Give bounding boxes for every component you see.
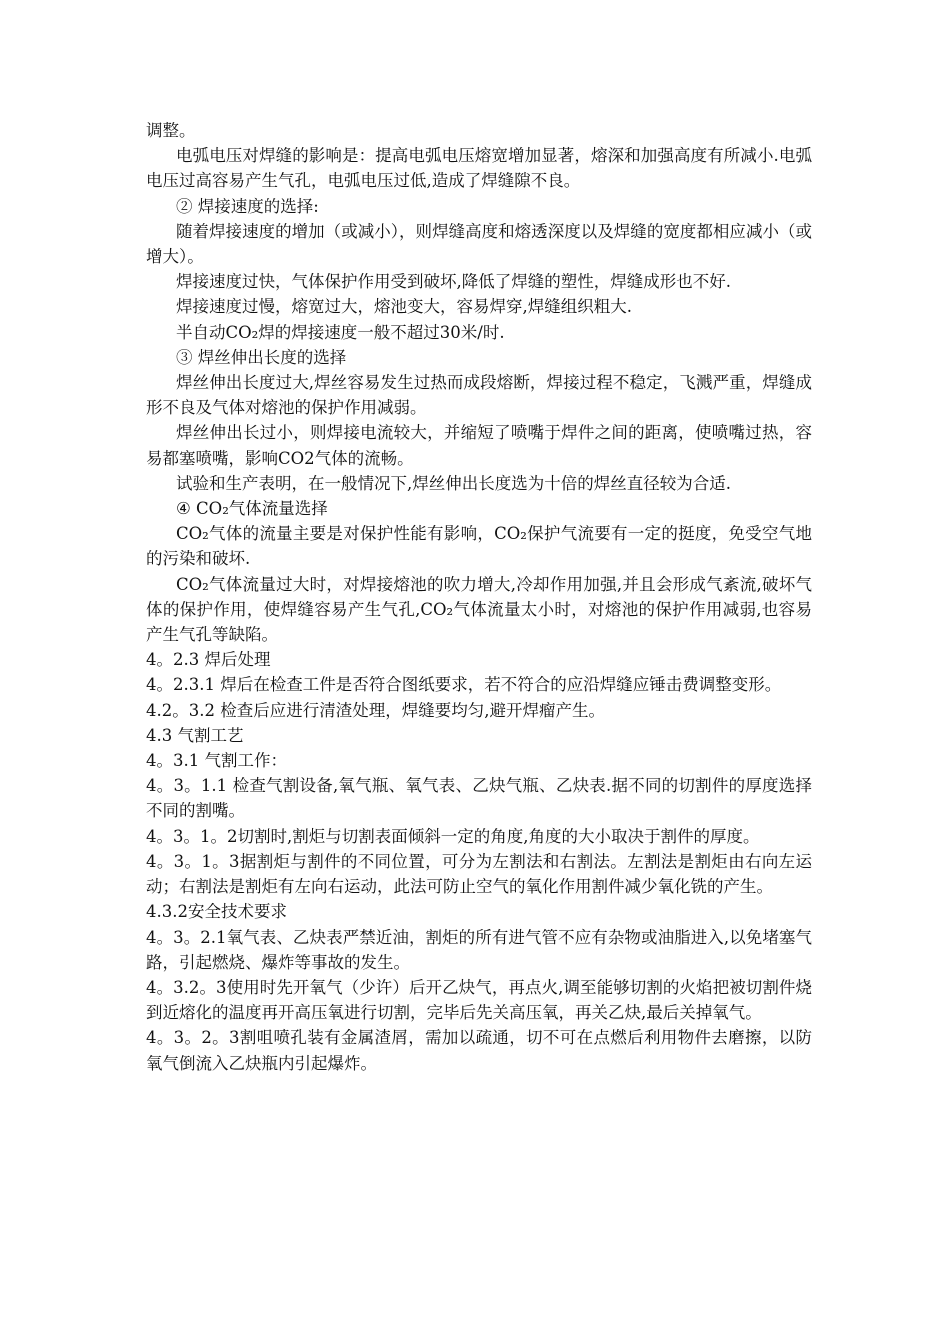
document-page [146,118,812,1076]
paragraph: 4。3。2.1氧气表、乙炔表严禁近油，割炬的所有进气管不应有杂物或油脂进入,以免堵塞气路，引起燃烧、爆炸等事故的发生。 [146,927,812,972]
paragraph: 4。3。1.1 检查气割设备,氧气瓶、氧气表、乙炔气瓶、乙炔表.据不同的切割件的厚度选择不同的割嘴。 [146,776,812,821]
section-heading: 4.3.2安全技术要求 [146,902,287,922]
paragraph: 调整。 [146,121,196,140]
section-heading: ③ 焊丝伸出长度的选择 [176,347,347,367]
paragraph: 焊丝伸出长度过大,焊丝容易发生过热而成段熔断，焊接过程不稳定，飞溅严重，焊缝成形不良及气体对熔池的保护作用减弱。 [146,373,812,418]
paragraph: 4。3。2。3割咀喷孔装有金属渣屑，需加以疏通，切不可在点燃后利用物件去磨擦，以防氧气倒流入乙炔瓶内引起爆炸。 [146,1028,812,1073]
paragraph: 焊接速度过快，气体保护作用受到破坏,降低了焊缝的塑性，焊缝成形也不好. [176,272,731,292]
paragraph: 4。3。1。2切割时,割炬与切割表面倾斜一定的角度,角度的大小取决于割件的厚度。 [146,826,760,846]
section-heading: ④ CO₂气体流量选择 [176,499,328,519]
paragraph: 4。3。1。3据割炬与割件的不同位置，可分为左割法和右割法。左割法是割炬由右向左运动；右割法是割炬有左向右运动，此法可防止空气的氧化作用割件减少氧化铣的产生。 [146,851,812,897]
paragraph: 4。3.2。3使用时先开氧气（少许）后开乙炔气，再点火,调至能够切割的火焰把被切割件烧到近熔化的温度再开高压氧进行切割，完毕后先关高压氧，再关乙炔,最后关掉氧气。 [146,977,812,1023]
paragraph: 随着焊接速度的增加（或减小），则焊缝高度和熔透深度以及焊缝的宽度都相应减小（或增大）。 [146,221,812,267]
section-heading: ② 焊接速度的选择: [176,196,319,216]
paragraph: CO₂气体的流量主要是对保护性能有影响，CO₂保护气流要有一定的挺度，免受空气地的污染和破坏. [146,524,812,569]
paragraph: 试验和生产表明，在一般情况下,焊丝伸出长度选为十倍的焊丝直径较为合适. [176,473,731,493]
paragraph: 4。2.3.1 焊后在检查工件是否符合图纸要求，若不符合的应沿焊缝应锤击费调整变形。 [146,675,782,695]
paragraph: 半自动CO₂焊的焊接速度一般不超过30米/时. [176,322,505,342]
paragraph: 电弧电压对焊缝的影响是：提高电弧电压熔宽增加显著，熔深和加强高度有所减小.电弧电压过高容易产生气孔，电弧电压过低,造成了焊缝隙不良。 [146,146,812,191]
paragraph: 焊丝伸出长过小，则焊接电流较大，并缩短了喷嘴于焊件之间的距离，使喷嘴过热，容易都塞喷嘴，影响CO2气体的流畅。 [146,423,812,468]
paragraph: 焊接速度过慢，熔宽过大，熔池变大，容易焊穿,焊缝组织粗大. [176,297,632,317]
paragraph: 4.2。3.2 检查后应进行清渣处理，焊缝要均匀,避开焊瘤产生。 [146,700,605,720]
section-heading: 4。2.3 焊后处理 [146,650,271,670]
paragraph: CO₂气体流量过大时，对焊接熔池的吹力增大,冷却作用加强,并且会形成气紊流,破坏气体的保护作用，使焊缝容易产生气孔,CO₂气体流量太小时，对熔池的保护作用减弱,也容易产生气孔等缺陷。 [146,574,812,645]
section-heading: 4.3 气割工艺 [146,725,244,745]
section-heading: 4。3.1 气割工作： [146,751,287,771]
